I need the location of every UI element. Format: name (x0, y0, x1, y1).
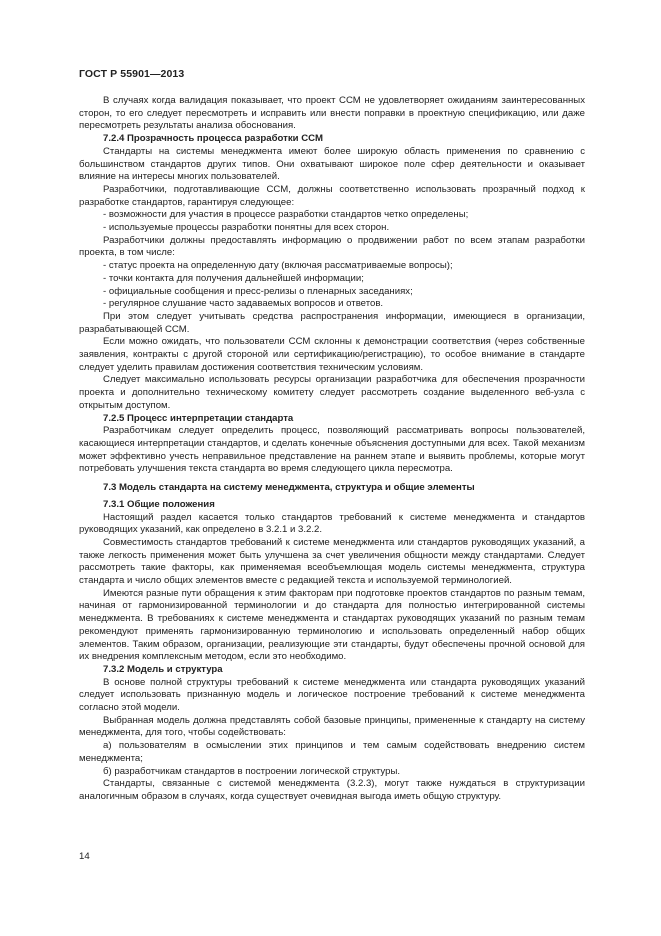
document-body (79, 95, 585, 804)
list-item: - точки контакта для получения дальнейшей информации; (103, 272, 364, 284)
paragraph: При этом следует учитывать средства распространения информации, имеющиеся в организации, разрабатывающей ССМ. (79, 310, 585, 335)
list-item: - статус проекта на определенную дату (включая рассматриваемые вопросы); (103, 260, 453, 272)
paragraph: Стандарты, связанные с системой менеджмента (3.2.3), могут также нуждаться в структуризации аналогичным образом в случаях, когда существует очевидная выгода иметь общую структуру. (79, 778, 585, 802)
paragraph: Стандарты на системы менеджмента имеют более широкую область применения по сравнению с большинством стандартов других типов. Они охватывают широкое поле сфер деятельности и оказывает влияние на интересы многих пользователей. (79, 145, 585, 183)
list-item: - официальные сообщения и пресс-релизы о пленарных заседаниях; (103, 285, 413, 297)
list-item-b: б) разработчикам стандартов в построении логической структуры. (103, 765, 400, 777)
page-number: 14 (79, 851, 90, 862)
section-heading-7-3-1: 7.3.1 Общие положения (103, 498, 215, 510)
section-heading-7-3-2: 7.3.2 Модель и структура (103, 663, 223, 675)
section-heading-7-3: 7.3 Модель стандарта на систему менеджмента, структура и общие элементы (103, 482, 475, 494)
paragraph: Имеются разные пути обращения к этим факторам при подготовке проектов стандартов по разным темам, начиная от гармонизированной терминологии и до стандарта для полностью интегрированной системы менеджмента. В требованиях к системе менеджмента и стандартах руководящих указаний по разным темам рекомендуют применять гармонизированную терминологию и использовать определенный набор общих элементов. Таким образом, организации, реализующие эти стандарты, будут обеспечены прочной основой для их внедрения комплексным методом, если это необходимо. (79, 587, 585, 663)
paragraph: В основе полной структуры требований к системе менеджмента или стандарта руководящих указаний следует использовать признанную модель и логическое построение требований к системе менеджмента согласно этой модели. (79, 676, 585, 714)
paragraph: В случаях когда валидация показывает, что проект ССМ не удовлетворяет ожиданиям заинтересованных сторон, то его следует пересмотреть и исправить или внести поправки в проектную спецификацию, или даже пересмотреть результаты анализа обоснования. (79, 95, 585, 132)
paragraph: Следует максимально использовать ресурсы организации разработчика для обеспечения прозрачности проекта и дополнительно техническому комитету следует рассмотреть создание выделенного веб-узла с открытым доступом. (79, 374, 585, 411)
list-item-a: а) пользователям в осмыслении этих принципов и тем самым содействовать внедрению систем менеджмента; (79, 740, 585, 764)
paragraph: Разработчики, подготавливающие ССМ, должны соответственно использовать прозрачный подход к разработке стандартов, гарантируя следующее: (79, 183, 585, 208)
paragraph: Настоящий раздел касается только стандартов требований к системе менеджмента и стандартов руководящих указаний, как определено в 3.2.1 и 3.2.2. (79, 511, 585, 536)
paragraph: Разработчикам следует определить процесс, позволяющий рассматривать вопросы пользователей, касающиеся интерпретации стандартов, и сделать конечные объяснения доступными для всех. Такой механизм может эффективно учесть неправильное представление на раннем этапе и выявить проблемы, которые могут потребовать улучшения текста стандарта во время следующего цикла пересмотра. (79, 425, 585, 475)
list-item: - регулярное слушание часто задаваемых вопросов и ответов. (103, 298, 384, 310)
paragraph: Если можно ожидать, что пользователи ССМ склонны к демонстрации соответствия (через собственные заявления, контракты с другой стороной или сертификацию/регистрацию), то особое внимание в стандарте следует уделить правилам достижения соответствия техническим условиям. (79, 336, 585, 373)
list-item: - используемые процессы разработки понятны для всех сторон. (103, 222, 390, 234)
list-item: - возможности для участия в процессе разработки стандартов четко определены; (103, 209, 469, 221)
section-heading-7-2-4: 7.2.4 Прозрачность процесса разработки ССМ (103, 133, 323, 145)
paragraph: Совместимость стандартов требований к системе менеджмента или стандартов руководящих указаний, а также легкость применения может быть улучшена за счет увеличения общности между стандартами. Следует рассмотреть такие факторы, как применяемая всеобъемлющая модель системы менеджмента, структура стандарта и число общих элементов вместе с редакцией текста и используемой терминологией. (79, 536, 585, 587)
paragraph: Выбранная модель должна представлять собой базовые принципы, примененные к стандарту на систему менеджмента, для того, чтобы содействовать: (79, 714, 585, 739)
section-heading-7-2-5: 7.2.5 Процесс интерпретации стандарта (103, 412, 294, 424)
paragraph: Разработчики должны предоставлять информацию о продвижении работ по всем этапам разработки проекта, в том числе: (79, 234, 585, 259)
document-header: ГОСТ Р 55901—2013 (79, 68, 185, 80)
